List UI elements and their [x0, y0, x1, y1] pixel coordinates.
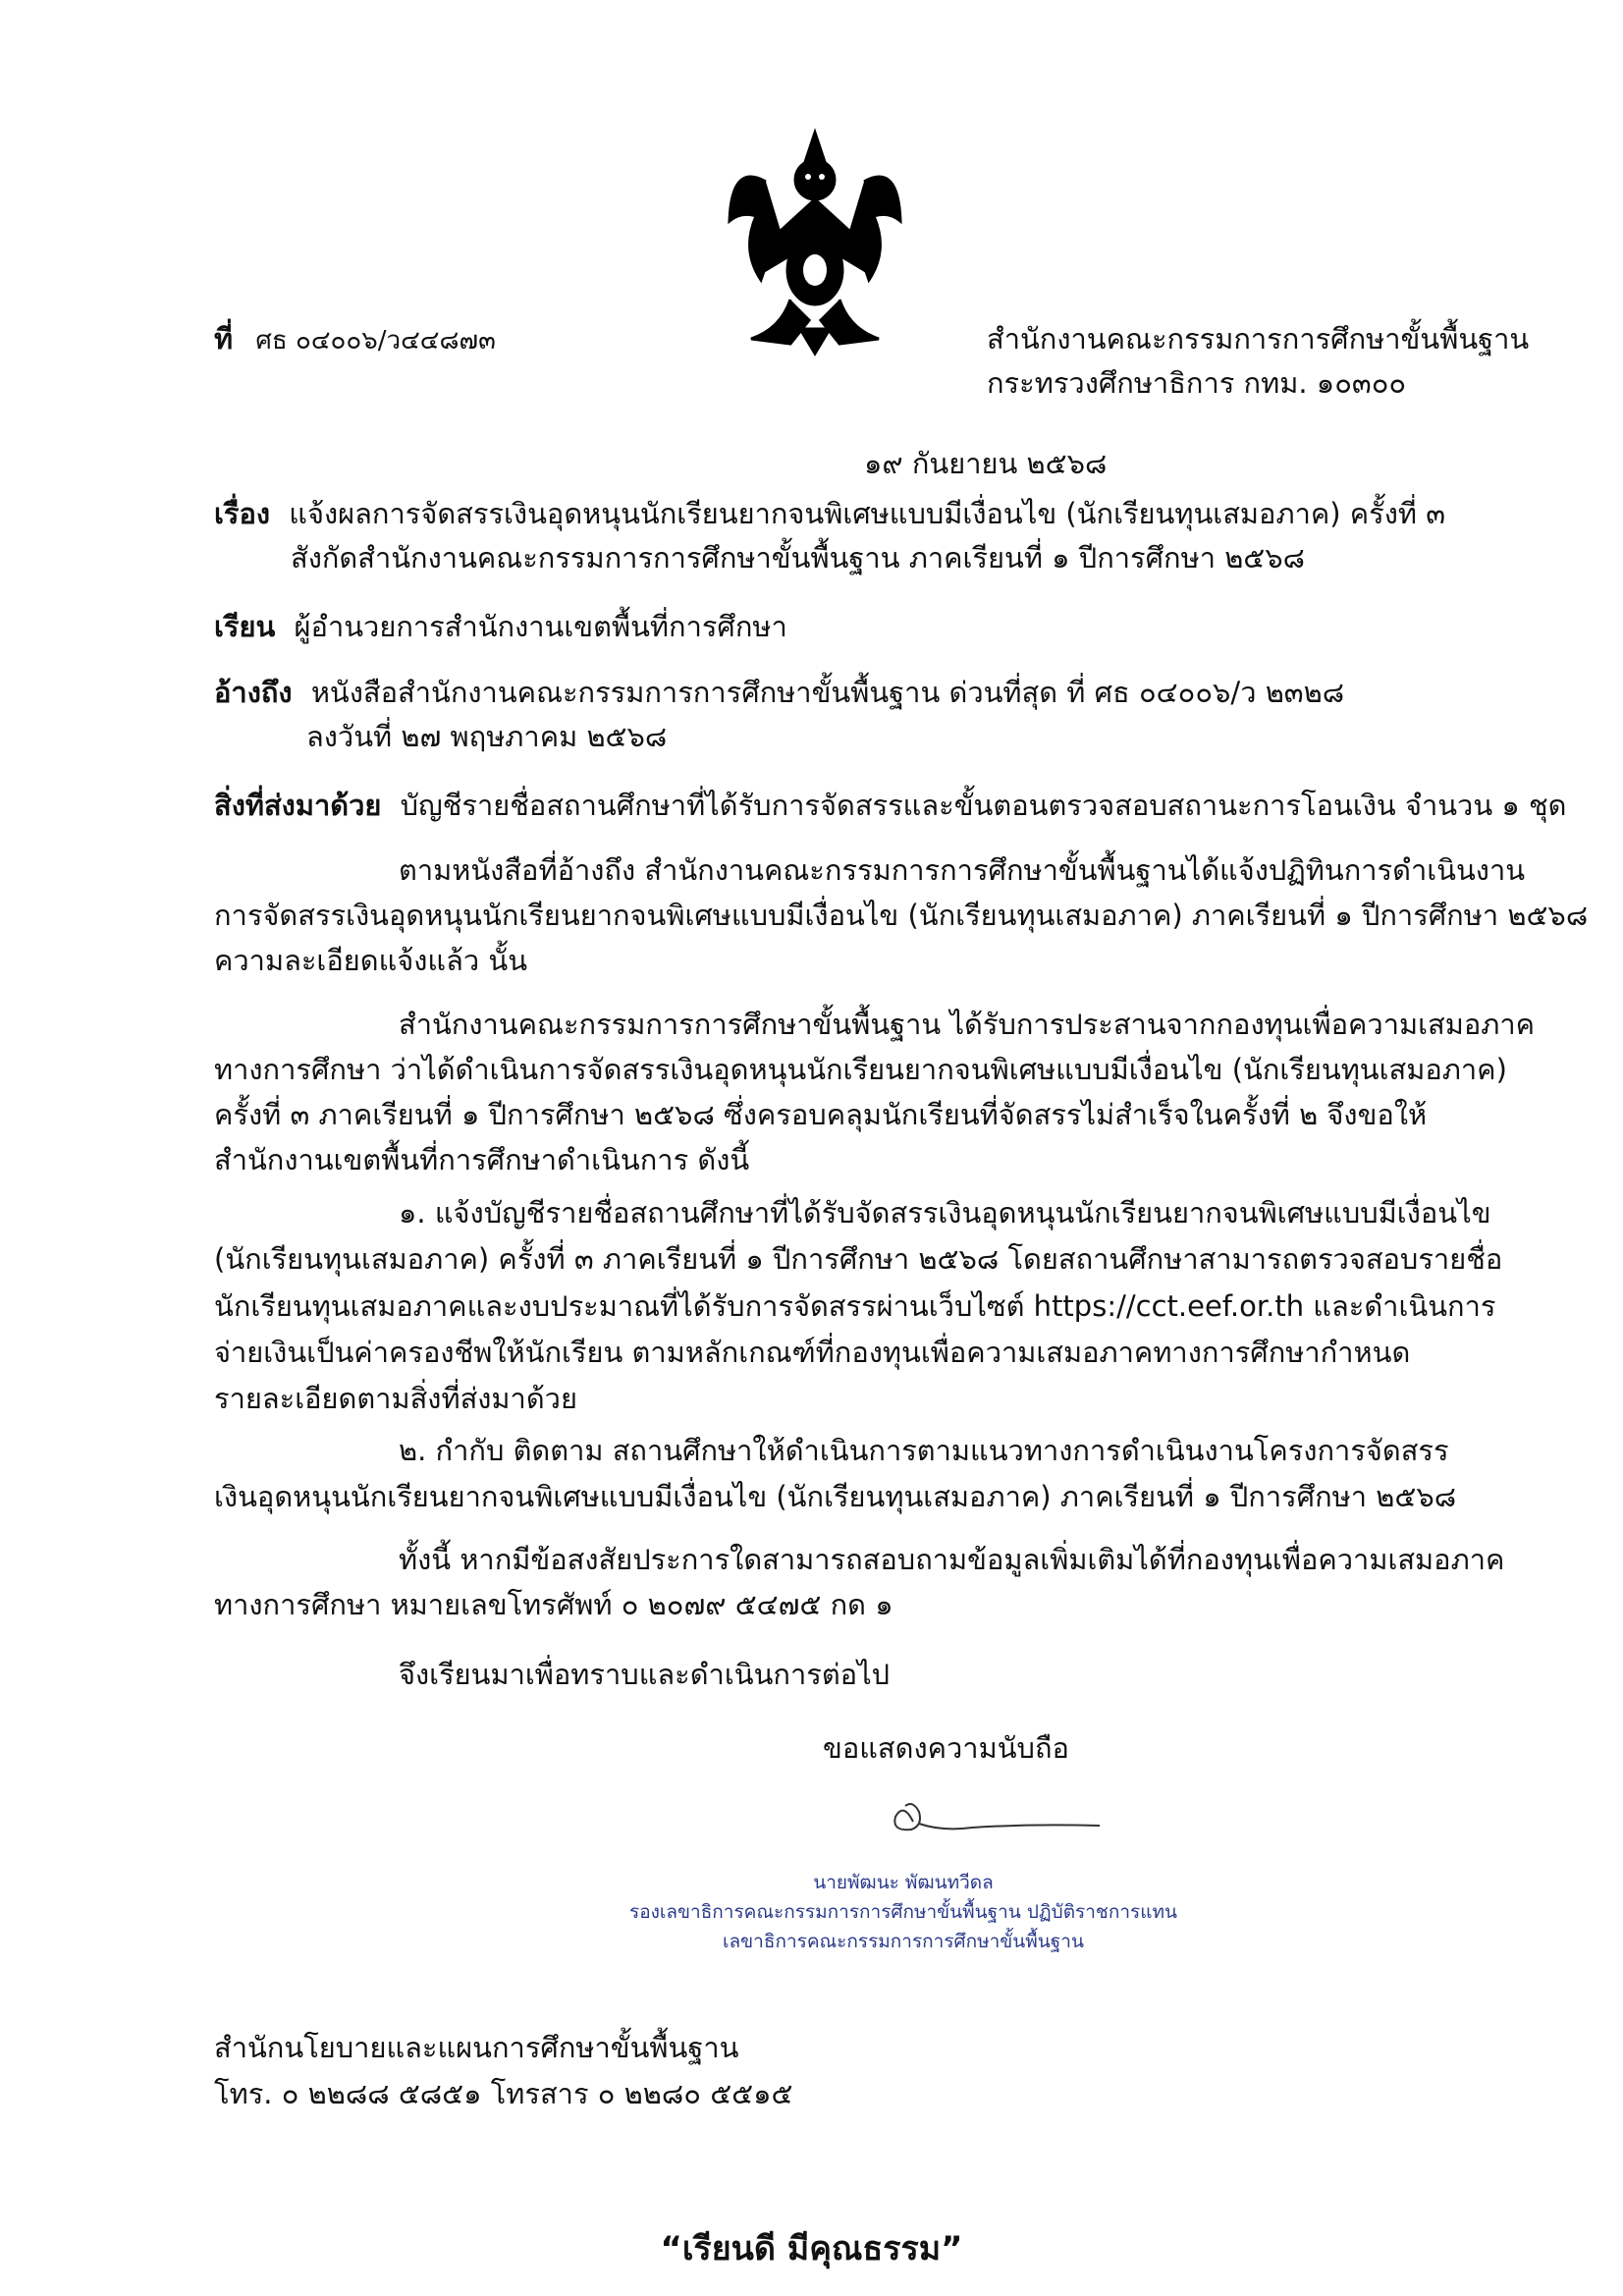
item1-line: รายละเอียดตามสิ่งที่ส่งมาด้วย [214, 1382, 577, 1415]
garuda-emblem [722, 123, 908, 358]
item2-line: ๒. กำกับ ติดตาม สถานศึกษาให้ดำเนินการตามแนวทางการดำเนินงานโครงการจัดสรร [399, 1434, 1449, 1467]
para1-line: การจัดสรรเงินอุดหนุนนักเรียนยากจนพิเศษแบบมีเงื่อนไข (นักเรียนทุนเสมอภาค) ภาคเรียนที่ ๑ ปีการศึกษา ๒๕๖๘ [214, 899, 1589, 932]
para2-line: ทางการศึกษา ว่าได้ดำเนินการจัดสรรเงินอุดหนุนนักเรียนยากจนพิเศษแบบมีเงื่อนไข (นักเรียนทุนเสมอภาค) [214, 1053, 1507, 1086]
reference-line2: ลงวันที่ ๒๗ พฤษภาคม ๒๕๖๘ [306, 720, 668, 753]
para3-line: ทางการศึกษา หมายเลขโทรศัพท์ ๐ ๒๐๗๙ ๕๔๗๕ กด ๑ [214, 1588, 893, 1621]
item1-line: ๑. แจ้งบัญชีรายชื่อสถานศึกษาที่ได้รับจัดสรรเงินอุดหนุนนักเรียนยากจนพิเศษแบบมีเงื่อนไข [399, 1196, 1491, 1230]
letter-date: ๑๙ กันยายน ๒๕๖๘ [864, 447, 1108, 480]
enclosure-text: บัญชีรายชื่อสถานศึกษาที่ได้รับการจัดสรรและขั้นตอนตรวจสอบสถานะการโอนเงิน จำนวน ๑ ชุด [400, 789, 1567, 822]
reference-label: อ้างถึง [214, 676, 293, 709]
subject-line2: สังกัดสำนักงานคณะกรรมการการศึกษาขั้นพื้นฐาน ภาคเรียนที่ ๑ ปีการศึกษา ๒๕๖๘ [291, 541, 1306, 574]
footer-contact: โทร. ๐ ๒๒๘๘ ๕๘๕๑ โทรสาร ๐ ๒๒๘๐ ๕๕๑๕ [214, 2077, 793, 2110]
para1-line: ตามหนังสือที่อ้างถึง สำนักงานคณะกรรมการการศึกษาขั้นพื้นฐานได้แจ้งปฏิทินการดำเนินงาน [399, 853, 1526, 887]
recipient-text: ผู้อำนวยการสำนักงานเขตพื้นที่การศึกษา [294, 610, 787, 643]
para2-line: ครั้งที่ ๓ ภาคเรียนที่ ๑ ปีการศึกษา ๒๕๖๘ ซึ่งครอบคลุมนักเรียนที่จัดสรรไม่สำเร็จในครั้งที่ ๒ จึงขอให้ [214, 1098, 1428, 1131]
enclosure-label: สิ่งที่ส่งมาด้วย [214, 789, 382, 822]
org-name: สำนักงานคณะกรรมการการศึกษาขั้นพื้นฐาน [987, 322, 1530, 355]
signer-name: นายพัฒนะ พัฒนทวีดล [813, 1872, 994, 1893]
recipient-label: เรียน [214, 610, 276, 643]
ref-label: ที่ [214, 322, 234, 355]
org-address: กระทรวงศึกษาธิการ กทม. ๑๐๓๐๐ [987, 366, 1407, 400]
handwritten-signature [884, 1792, 1109, 1851]
motto: “เรียนดี มีคุณธรรม” [660, 2229, 963, 2269]
ref-number: ศธ ๐๔๐๐๖/ว๔๔๘๗๓ [255, 326, 496, 355]
para2-line: สำนักงานเขตพื้นที่การศึกษาดำเนินการ ดังนี้ [214, 1143, 750, 1176]
para2-line: สำนักงานคณะกรรมการการศึกษาขั้นพื้นฐาน ได้รับการประสานจากกองทุนเพื่อความเสมอภาค [399, 1008, 1536, 1041]
reference-line1: หนังสือสำนักงานคณะกรรมการการศึกษาขั้นพื้นฐาน ด่วนที่สุด ที่ ศธ ๐๔๐๐๖/ว ๒๓๒๘ [310, 676, 1345, 709]
signer-title-secondary: เลขาธิการคณะกรรมการการศึกษาขั้นพื้นฐาน [723, 1931, 1084, 1952]
footer-office: สำนักนโยบายและแผนการศึกษาขั้นพื้นฐาน [214, 2031, 739, 2064]
subject-line1: แจ้งผลการจัดสรรเงินอุดหนุนนักเรียนยากจนพิเศษแบบมีเงื่อนไข (นักเรียนทุนเสมอภาค) ครั้งที่ ๓ [289, 497, 1446, 530]
item1-line: (นักเรียนทุนเสมอภาค) ครั้งที่ ๓ ภาคเรียนที่ ๑ ปีการศึกษา ๒๕๖๘ โดยสถานศึกษาสามารถตรวจสอบรายชื่อ [214, 1242, 1503, 1276]
para1-line: ความละเอียดแจ้งแล้ว นั้น [214, 944, 528, 977]
item1-line: นักเรียนทุนเสมอภาคและงบประมาณที่ได้รับการจัดสรรผ่านเว็บไซต์ https://cct.eef.or.th และดำเนินการ [214, 1289, 1496, 1323]
signer-title: รองเลขาธิการคณะกรรมการการศึกษาขั้นพื้นฐาน ปฏิบัติราชการแทน [629, 1901, 1177, 1923]
salutation: ขอแสดงความนับถือ [823, 1731, 1069, 1765]
para3-line: ทั้งนี้ หากมีข้อสงสัยประการใดสามารถสอบถามข้อมูลเพิ่มเติมได้ที่กองทุนเพื่อความเสมอภาค [399, 1543, 1505, 1576]
subject-label: เรื่อง [214, 497, 271, 530]
closing-line: จึงเรียนมาเพื่อทราบและดำเนินการต่อไป [399, 1658, 891, 1691]
item1-line: จ่ายเงินเป็นค่าครองชีพให้นักเรียน ตามหลักเกณฑ์ที่กองทุนเพื่อความเสมอภาคทางการศึกษากำหนด [214, 1336, 1411, 1369]
item2-line: เงินอุดหนุนนักเรียนยากจนพิเศษแบบมีเงื่อนไข (นักเรียนทุนเสมอภาค) ภาคเรียนที่ ๑ ปีการศึกษา ๒๕๖๘ [214, 1480, 1457, 1513]
